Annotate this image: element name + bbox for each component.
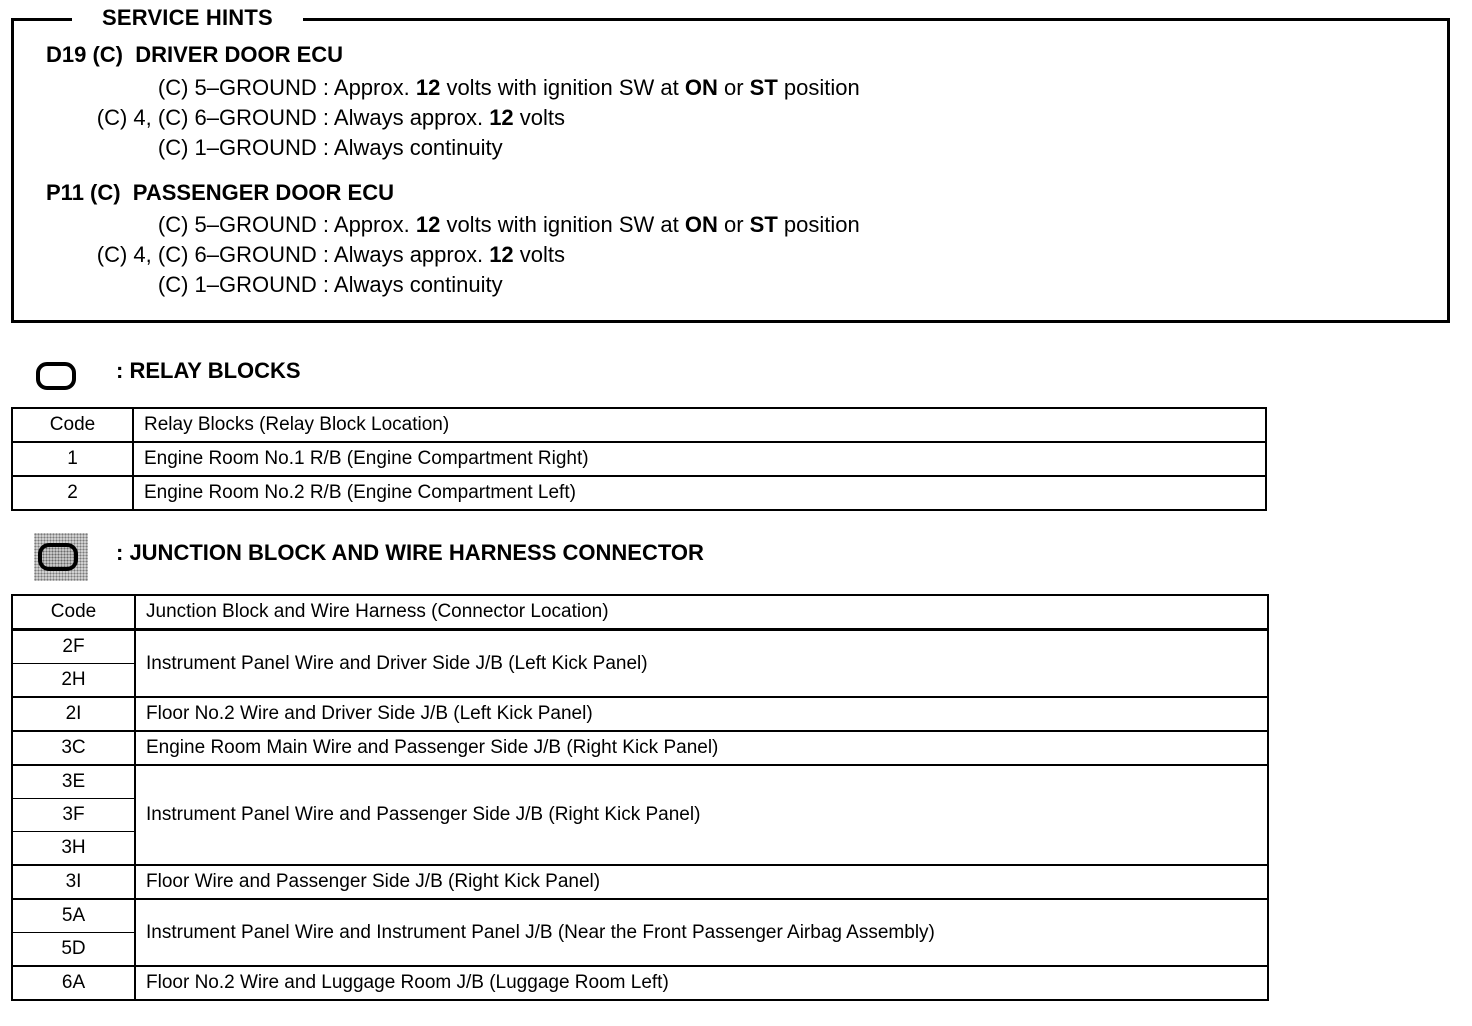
hint-text: volts with ignition SW at	[440, 75, 685, 100]
connector-code: 2I	[12, 697, 135, 731]
connector-desc: Engine Room Main Wire and Passenger Side J/B (Right Kick Panel)	[135, 731, 1268, 765]
hint-text: Always approx.	[329, 105, 490, 130]
ecu-heading-driver: D19 (C) DRIVER DOOR ECU	[46, 42, 344, 67]
connector-code: 5D	[12, 933, 135, 967]
column-header-desc: Relay Blocks (Relay Block Location)	[133, 408, 1266, 442]
hint-text: Approx.	[329, 212, 416, 237]
hint-text: position	[777, 212, 860, 237]
hint-line	[59, 241, 565, 269]
connector-desc: Instrument Panel Wire and Instrument Panel J/B (Near the Front Passenger Airbag Assembly)	[135, 899, 1268, 966]
hint-value: 12	[415, 75, 441, 100]
connector-code: 3H	[12, 832, 135, 866]
connector-code: 3C	[12, 731, 135, 765]
hint-value: ON	[684, 212, 718, 237]
hint-line	[59, 74, 860, 102]
junction-blocks-label: : JUNCTION BLOCK AND WIRE HARNESS CONNECTOR	[116, 540, 704, 565]
table-row	[12, 899, 1268, 933]
table-row	[12, 731, 1268, 765]
hint-text: position	[777, 75, 860, 100]
hint-text: volts	[513, 105, 566, 130]
table-row	[12, 630, 1268, 664]
table-header-row	[12, 408, 1266, 442]
relay-code: 2	[12, 476, 133, 510]
connector-code: 6A	[12, 966, 135, 1000]
column-header-code: Code	[12, 595, 135, 630]
junction-block-symbol-icon	[38, 543, 78, 571]
table-row	[12, 966, 1268, 1000]
table-row	[12, 476, 1266, 510]
hint-text: Always continuity	[329, 272, 503, 297]
connector-code: 2F	[12, 630, 135, 664]
relay-desc: Engine Room No.2 R/B (Engine Compartment Left)	[133, 476, 1266, 510]
hint-value: ON	[684, 75, 718, 100]
hint-value: ST	[749, 212, 778, 237]
hint-value: ST	[749, 75, 778, 100]
hint-pin: (C) 5–GROUND :	[157, 212, 329, 237]
ecu-heading-passenger: P11 (C) PASSENGER DOOR ECU	[46, 180, 394, 205]
connector-desc: Instrument Panel Wire and Driver Side J/B (Left Kick Panel)	[135, 630, 1268, 698]
hint-text: volts	[513, 242, 566, 267]
hint-value: 12	[489, 105, 514, 130]
connector-code: 3E	[12, 765, 135, 799]
hint-pin: (C) 5–GROUND :	[157, 75, 329, 100]
connector-code: 5A	[12, 899, 135, 933]
connector-code: 3F	[12, 799, 135, 832]
hint-text: or	[717, 212, 750, 237]
hint-pin: (C) 4, (C) 6–GROUND :	[96, 242, 329, 267]
hint-text: volts with ignition SW at	[440, 212, 685, 237]
service-hints-title: SERVICE HINTS	[72, 4, 303, 32]
relay-blocks-label: : RELAY BLOCKS	[116, 358, 301, 383]
connector-desc: Floor Wire and Passenger Side J/B (Right Kick Panel)	[135, 865, 1268, 899]
table-row	[12, 865, 1268, 899]
hint-line	[59, 104, 565, 132]
hint-text: or	[717, 75, 750, 100]
hint-line	[59, 134, 503, 162]
connector-desc: Floor No.2 Wire and Luggage Room J/B (Luggage Room Left)	[135, 966, 1268, 1000]
table-header-row	[12, 595, 1268, 630]
connector-code: 3I	[12, 865, 135, 899]
hint-text: Approx.	[329, 75, 416, 100]
relay-block-symbol-icon	[36, 362, 76, 390]
hint-line	[59, 271, 503, 299]
hint-pin: (C) 1–GROUND :	[157, 272, 329, 297]
relay-desc: Engine Room No.1 R/B (Engine Compartment Right)	[133, 442, 1266, 476]
hint-pin: (C) 1–GROUND :	[157, 135, 329, 160]
table-row	[12, 697, 1268, 731]
hint-pin: (C) 4, (C) 6–GROUND :	[96, 105, 329, 130]
hint-line	[59, 211, 860, 239]
connector-desc: Floor No.2 Wire and Driver Side J/B (Left Kick Panel)	[135, 697, 1268, 731]
hint-value: 12	[415, 212, 441, 237]
table-row	[12, 765, 1268, 799]
hint-text: Always approx.	[329, 242, 490, 267]
column-header-desc: Junction Block and Wire Harness (Connector Location)	[135, 595, 1268, 630]
table-row	[12, 442, 1266, 476]
connector-code: 2H	[12, 664, 135, 698]
column-header-code: Code	[12, 408, 133, 442]
hint-text: Always continuity	[329, 135, 503, 160]
hint-value: 12	[489, 242, 514, 267]
junction-blocks-table	[11, 594, 1269, 1001]
relay-blocks-table	[11, 407, 1267, 511]
connector-desc: Instrument Panel Wire and Passenger Side J/B (Right Kick Panel)	[135, 765, 1268, 865]
relay-code: 1	[12, 442, 133, 476]
